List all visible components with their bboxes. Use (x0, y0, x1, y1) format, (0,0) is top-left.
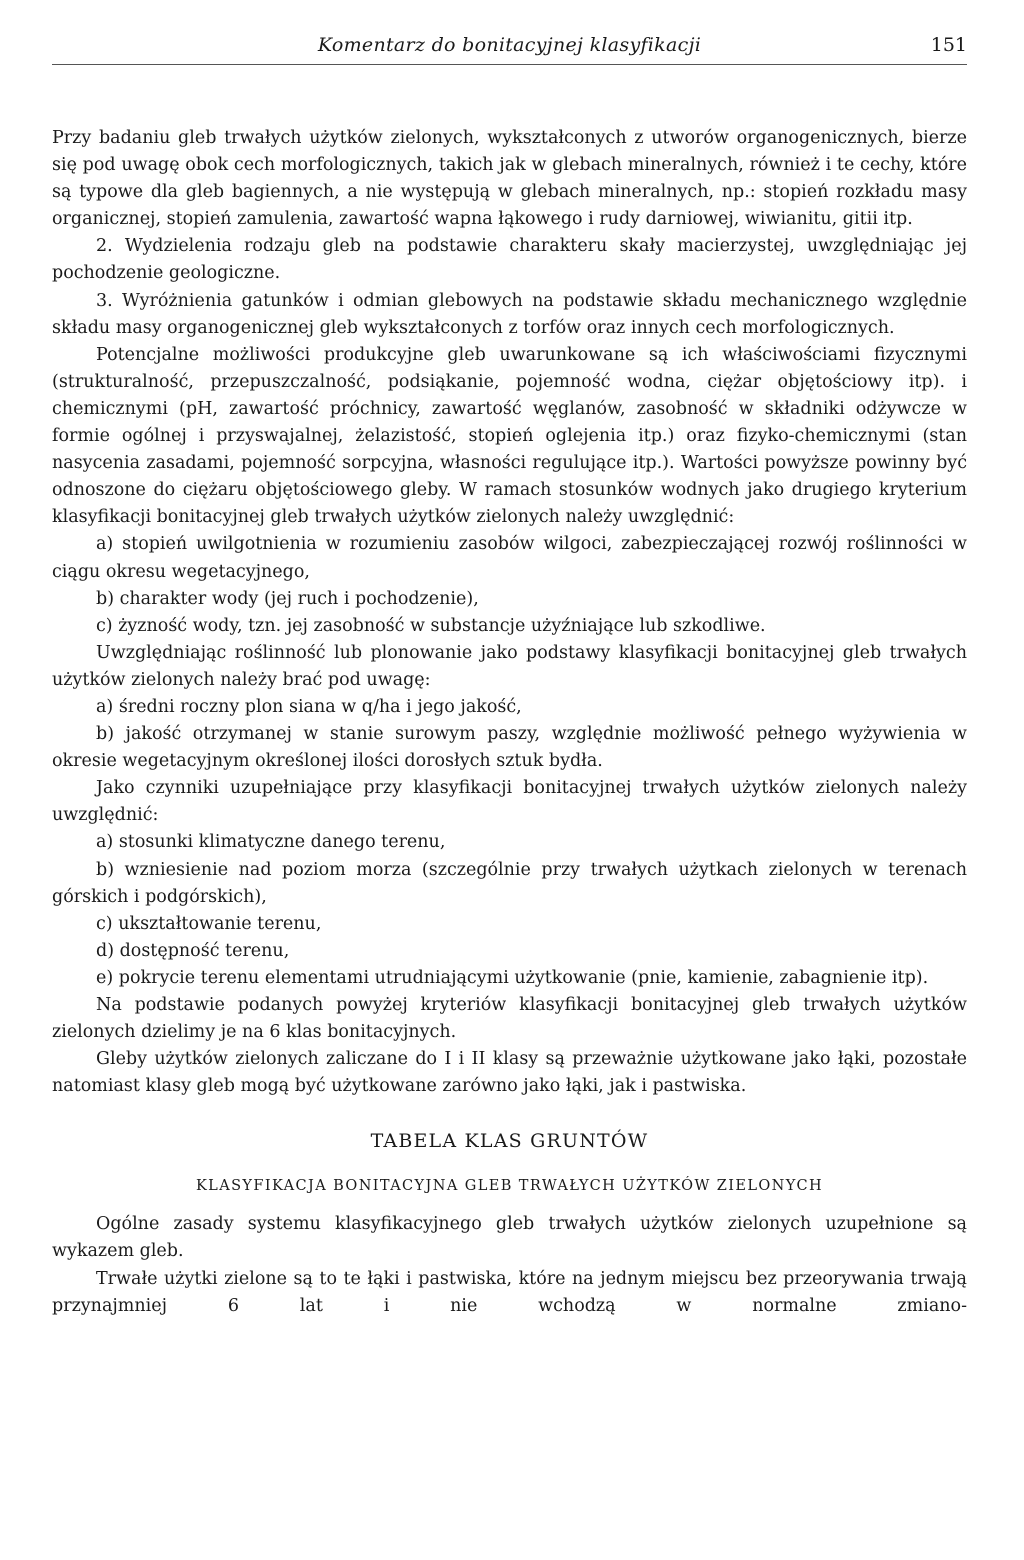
list-item-2: 2. Wydzielenia rodzaju gleb na podstawie charakteru skały macierzystej, uwzględniając jej pochodzenie geologiczne. (52, 236, 967, 284)
list-item-b-feed: b) jakość otrzymanej w stanie surowym paszy, względnie możliwość pełnego wyżywienia w okresie wegetacyjnym określonej ilości dorosłych sztuk bydła. (52, 724, 967, 772)
running-title: Komentarz do bonitacyjnej klasyfikacji (317, 34, 702, 56)
paragraph-general-rules: Ogólne zasady systemu klasyfikacyjnego gleb trwałych użytków zielonych uzupełnione są wykazem gleb. (52, 1214, 967, 1262)
list-item-c-terrain: c) ukształtowanie terenu, (96, 913, 322, 934)
page-body (52, 125, 967, 1320)
list-item-d-access: d) dostępność terenu, (96, 940, 290, 961)
section-heading: TABELA KLAS GRUNTÓW (370, 1130, 649, 1153)
list-item-a-climate: a) stosunki klimatyczne danego terenu, (96, 832, 446, 853)
list-item-a-yield: a) średni roczny plon siana w q/ha i jego jakość, (96, 696, 522, 717)
page-number: 151 (930, 34, 967, 56)
section-subheading: KLASYFIKACJA BONITACYJNA GLEB TRWAŁYCH UŻYTKÓW ZIELONYCH (195, 1178, 824, 1195)
running-header (52, 30, 967, 65)
paragraph-supplementary-factors: Jako czynniki uzupełniające przy klasyfikacji bonitacyjnej trwałych użytków zielonych należy uwzględnić: (52, 778, 967, 826)
list-item-e-cover: e) pokrycie terenu elementami utrudniającymi użytkowanie (pnie, kamienie, zabagnienie itp). (96, 967, 929, 988)
paragraph-organic-soils: Przy badaniu gleb trwałych użytków zielonych, wykształconych z utworów organogenicznych, bierze się pod uwagę obok cech morfologicznych, takich jak w glebach mineralnych, również i te cechy, które są typowe dla gleb bagiennych, a nie występują w glebach mineralnych, np.: stopień rozkładu masy organicznej, stopień zamulenia, zawartość wapna łąkowego i rudy darniowej, wiwianitu, gitii itp. (52, 128, 967, 230)
list-item-3: 3. Wyróżnienia gatunków i odmian glebowych na podstawie składu mechanicznego względnie składu masy organogenicznej gleb wykształconych z torfów oraz innych cech morfologicznych. (52, 290, 967, 338)
paragraph-vegetation: Uwzględniając roślinność lub plonowanie jako podstawy klasyfikacji bonitacyjnej gleb trwałych użytków zielonych należy brać pod uwagę: (52, 642, 967, 690)
list-item-b-water: b) charakter wody (jej ruch i pochodzenie), (96, 588, 479, 609)
paragraph-production-potential: Potencjalne możliwości produkcyjne gleb uwarunkowane są ich właściwościami fizycznymi (strukturalność, przepuszczalność, podsiąkanie, pojemność wodna, ciężar objętościowy itp). i chemicznymi (pH, zawartość próchnicy, zawartość węglanów, zasobność w składniki odżywcze w formie ogólnej i przyswajalnej, żelazistość, stopień oglejenia itp.) oraz fizyko-chemicznymi (stan nasycenia zasadami, pojemność sorpcyjna, własności regulujące itp.). Wartości powyższe powinny być odnoszone do ciężaru objętościowego gleby. W ramach stosunków wodnych jako drugiego kryterium klasyfikacji bonitacyjnej gleb trwałych użytków zielonych należy uwzględnić: (52, 344, 967, 528)
book-page (52, 30, 967, 1320)
list-item-c-fertility: c) żyzność wody, tzn. jej zasobność w substancje użyźniające lub szkodliwe. (96, 615, 766, 636)
paragraph-six-classes: Na podstawie podanych powyżej kryteriów klasyfikacji bonitacyjnej gleb trwałych użytków zielonych dzielimy je na 6 klas bonitacyjnych. (52, 995, 967, 1043)
paragraph-meadows: Gleby użytków zielonych zaliczane do I i II klasy są przeważnie użytkowane jako łąki, pozostałe natomiast klasy gleb mogą być użytkowane zarówno jako łąki, jak i pastwiska. (52, 1049, 967, 1097)
paragraph-permanent-grassland: Trwałe użytki zielone są to te łąki i pastwiska, które na jednym miejscu bez przeorywania trwają przynajmniej 6 lat i nie wchodzą w normalne zmiano- (52, 1268, 967, 1316)
list-item-b-elevation: b) wzniesienie nad poziom morza (szczególnie przy trwałych użytkach zielonych w terenach górskich i podgórskich), (52, 859, 967, 907)
list-item-a-moisture: a) stopień uwilgotnienia w rozumieniu zasobów wilgoci, zabezpieczającej rozwój roślinności w ciągu okresu wegetacyjnego, (52, 534, 967, 582)
